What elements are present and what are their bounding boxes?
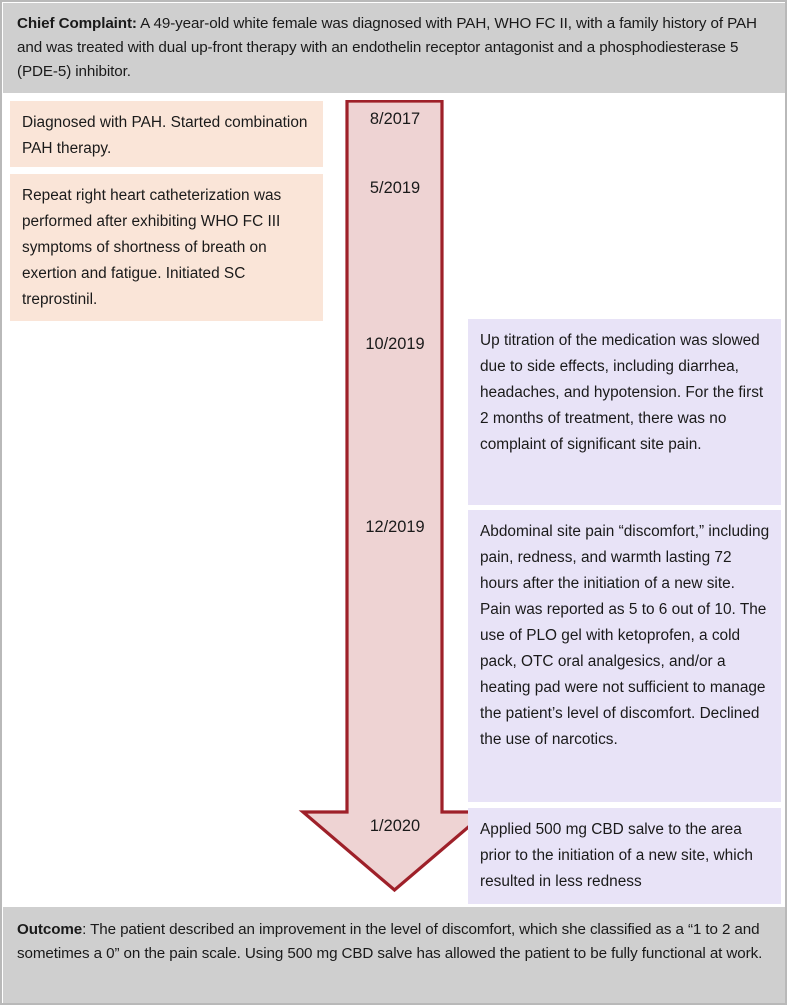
event-text-10-2019: Up titration of the medication was slowed due to side effects, including diarrhea, headaches, and hypotension. For the first 2 months of treatment, there was no complaint of significant site pain. xyxy=(480,332,764,453)
timeline-date-5-2019: 5/2019 xyxy=(369,179,421,197)
timeline-arrow xyxy=(295,100,487,894)
event-text-12-2019: Abdominal site pain “discomfort,” including pain, redness, and warmth lasting 72 hours after the initiation of a new site. Pain was reported as 5 to 6 out of 10. The use of PLO gel with ketoprofen, a cold pack, OTC oral analgesics, and/or a heating pad were not sufficient to manage the patient’s level of discomfort. Declined the use of narcotics. xyxy=(480,523,770,748)
event-box-right-10-2019 xyxy=(468,319,781,505)
event-box-right-1-2020 xyxy=(468,808,781,904)
event-text-5-2019: Repeat right heart catheterization was performed after exhibiting WHO FC III symptoms of shortness of breath on exertion and fatigue. Initiated SC treprostinil. xyxy=(22,187,282,308)
event-box-right-12-2019 xyxy=(468,510,781,802)
chief-complaint-text xyxy=(17,12,772,84)
event-box-left-8-2017 xyxy=(10,101,323,167)
timeline-date-10-2019: 10/2019 xyxy=(365,335,425,353)
event-text-1-2020: Applied 500 mg CBD salve to the area prior to the initiation of a new site, which resulted in less redness xyxy=(480,821,753,890)
outcome-label: Outcome xyxy=(17,921,83,938)
timeline-date-1-2020: 1/2020 xyxy=(369,817,421,835)
chief-complaint-label: Chief Complaint: xyxy=(17,15,137,32)
event-text-8-2017: Diagnosed with PAH. Started combination PAH therapy. xyxy=(22,114,308,157)
outcome-body: : The patient described an improvement in the level of discomfort, which she classified as a “1 to 2 and sometimes a 0” on the pain scale. Using 500 mg CBD salve has allowed the patient to be fully functional at work. xyxy=(17,921,763,962)
timeline-date-12-2019: 12/2019 xyxy=(365,518,425,536)
timeline-date-8-2017: 8/2017 xyxy=(369,110,421,128)
timeline-arrow-shape xyxy=(295,100,487,894)
event-box-left-5-2019 xyxy=(10,174,323,321)
outcome-text xyxy=(17,918,772,966)
chief-complaint-panel xyxy=(3,3,786,93)
outcome-panel xyxy=(3,907,786,1004)
chief-complaint-body: A 49-year-old white female was diagnosed with PAH, WHO FC II, with a family history of PAH and was treated with dual up-front therapy with an endothelin receptor antagonist and a phosphodiesterase 5 (PDE-5) inhibitor. xyxy=(17,15,757,80)
timeline-arrow-polygon xyxy=(303,101,486,890)
